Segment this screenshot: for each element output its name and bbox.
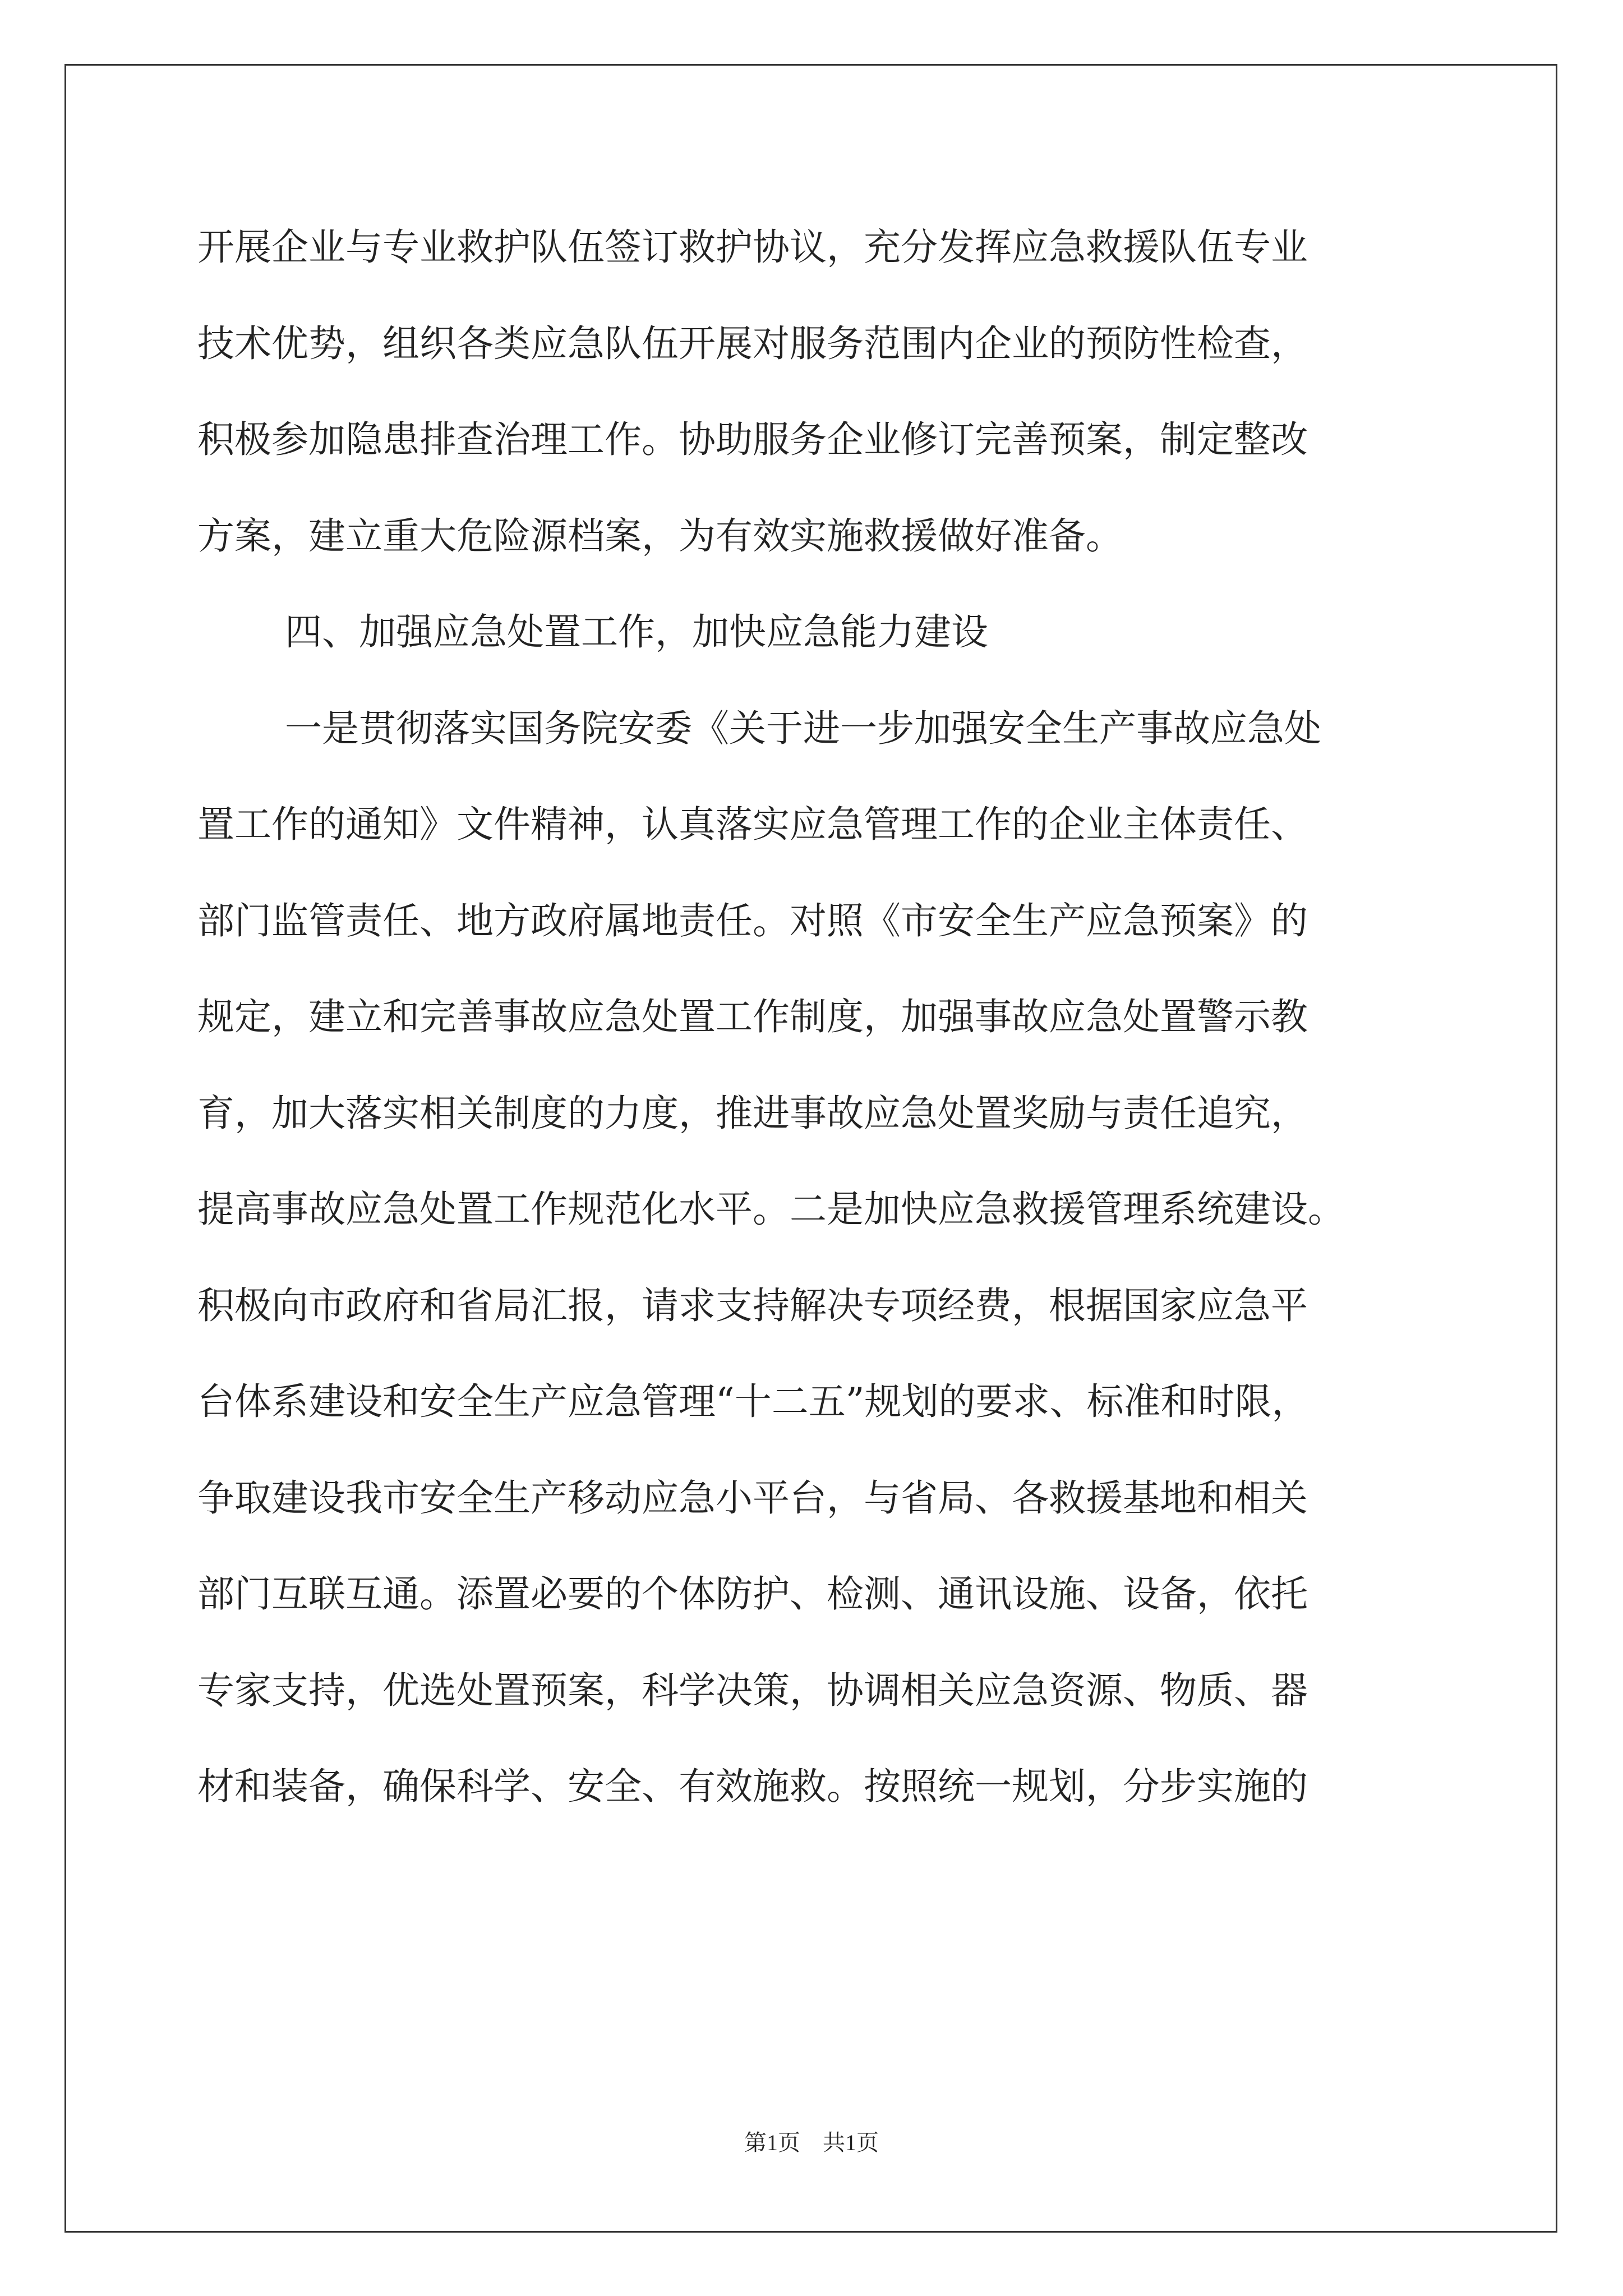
text-line: 争取建设我市安全生产移动应急小平台，与省局、各救援基地和相关 [197,1476,1308,1520]
text-line: 积极向市政府和省局汇报，请求支持解决专项经费，根据国家应急平 [197,1283,1308,1327]
text-line: 开展企业与专业救护队伍签订救护协议，充分发挥应急救援队伍专业 [197,226,1308,269]
page-footer: 第1页 共1页 [744,2130,879,2155]
text-line: 方案，建立重大危险源档案，为有效实施救援做好准备。 [197,514,1123,558]
text-line: 部门互联互通。添置必要的个体防护、检测、通讯设施、设备，依托 [197,1572,1308,1616]
text-line: 积极参加隐患排查治理工作。协助服务企业修订完善预案，制定整改 [197,418,1308,461]
text-line: 四、加强应急处置工作，加快应急能力建设 [285,610,988,654]
text-line: 部门监管责任、地方政府属地责任。对照《市安全生产应急预案》的 [197,899,1308,942]
text-line: 一是贯彻落实国务院安委《关于进一步加强安全生产事故应急处 [285,706,1321,750]
text-line: 专家支持，优选处置预案，科学决策，协调相关应急资源、物质、器 [197,1668,1308,1712]
document-body [197,199,1448,1835]
text-line: 技术优势，组织各类应急队伍开展对服务范围内企业的预防性检查， [197,321,1308,365]
text-line: 规定，建立和完善事故应急处置工作制度，加强事故应急处置警示教 [197,995,1308,1038]
text-line: 材和装备，确保科学、安全、有效施救。按照统一规划，分步实施的 [197,1765,1308,1808]
text-line: 育，加大落实相关制度的力度，推进事故应急处置奖励与责任追究， [197,1091,1308,1135]
text-line: 台体系建设和安全生产应急管理“十二五”规划的要求、标准和时限， [197,1380,1309,1423]
text-line: 提高事故应急处置工作规范化水平。二是加快应急救援管理系统建设。 [197,1188,1345,1231]
text-line: 置工作的通知》文件精神，认真落实应急管理工作的企业主体责任、 [197,803,1308,846]
